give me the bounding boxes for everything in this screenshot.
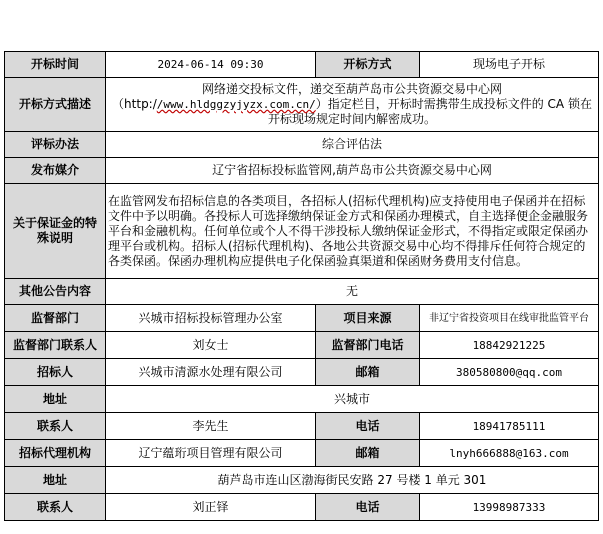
- contact1-label: 联系人: [5, 413, 106, 440]
- open-desc-text-a: 网络递交投标文件，递交至葫芦岛市公共资源交易中心网（http:/: [112, 82, 502, 111]
- agency-email-value: lnyh666888@163.com: [420, 440, 599, 467]
- open-method-label: 开标方式: [316, 52, 420, 78]
- row-eval: [5, 132, 599, 158]
- tenderer-email-value: 380580800@qq.com: [420, 359, 599, 386]
- row-guarantee: [5, 184, 599, 279]
- other-value: 无: [106, 279, 599, 305]
- tenderer-label: 招标人: [5, 359, 106, 386]
- open-desc-label: 开标方式描述: [5, 78, 106, 132]
- row-open-desc: [5, 78, 599, 132]
- guarantee-label: 关于保证金的特殊说明: [5, 184, 106, 279]
- website-link[interactable]: /www.hldggzyjyzx.com.cn/: [156, 98, 316, 111]
- phone2-label: 电话: [316, 494, 420, 521]
- tenderer-email-label: 邮箱: [316, 359, 420, 386]
- phone1-value: 18941785111: [420, 413, 599, 440]
- contact2-label: 联系人: [5, 494, 106, 521]
- address2-value: 葫芦岛市连山区渤海街民安路 27 号楼 1 单元 301: [106, 467, 599, 494]
- agency-value: 辽宁蕴珩项目管理有限公司: [106, 440, 316, 467]
- sup-phone-value: 18842921225: [420, 332, 599, 359]
- row-address2: [5, 467, 599, 494]
- project-source-value: 非辽宁省投资项目在线审批监管平台: [420, 305, 599, 332]
- row-contact1: [5, 413, 599, 440]
- project-source-label: 项目来源: [316, 305, 420, 332]
- open-desc-value: [106, 78, 599, 132]
- open-desc-text-b: ）指定栏目，开标时需携带生成投标文件的 CA 锁在开标现场规定时间内解密成功。: [267, 97, 592, 126]
- row-tenderer: [5, 359, 599, 386]
- row-open-time: [5, 52, 599, 78]
- open-method-value: 现场电子开标: [420, 52, 599, 78]
- address1-label: 地址: [5, 386, 106, 413]
- media-label: 发布媒介: [5, 158, 106, 184]
- tender-info-table: [4, 51, 599, 521]
- contact1-value: 李先生: [106, 413, 316, 440]
- sup-contact-value: 刘女士: [106, 332, 316, 359]
- eval-label: 评标办法: [5, 132, 106, 158]
- row-supervisor: [5, 305, 599, 332]
- row-other: [5, 279, 599, 305]
- agency-label: 招标代理机构: [5, 440, 106, 467]
- phone1-label: 电话: [316, 413, 420, 440]
- media-value: 辽宁省招标投标监管网,葫芦岛市公共资源交易中心网: [106, 158, 599, 184]
- row-media: [5, 158, 599, 184]
- row-sup-contact: [5, 332, 599, 359]
- row-address1: [5, 386, 599, 413]
- open-time-value: 2024-06-14 09:30: [106, 52, 316, 78]
- phone2-value: 13998987333: [420, 494, 599, 521]
- agency-email-label: 邮箱: [316, 440, 420, 467]
- address1-value: 兴城市: [106, 386, 599, 413]
- address2-label: 地址: [5, 467, 106, 494]
- contact2-value: 刘正铎: [106, 494, 316, 521]
- sup-phone-label: 监督部门电话: [316, 332, 420, 359]
- supervisor-value: 兴城市招标投标管理办公室: [106, 305, 316, 332]
- other-label: 其他公告内容: [5, 279, 106, 305]
- sup-contact-label: 监督部门联系人: [5, 332, 106, 359]
- open-time-label: 开标时间: [5, 52, 106, 78]
- row-agency: [5, 440, 599, 467]
- eval-value: 综合评估法: [106, 132, 599, 158]
- supervisor-label: 监督部门: [5, 305, 106, 332]
- guarantee-text: 在监管网发布招标信息的各类项目，各招标人(招标代理机构)应支持使用电子保函并在招标文件中予以明确。各投标人可选择缴纳保证金方式和保函办理模式，自主选择便企金融服务平台和金融机构。任何单位或个人不得干涉投标人缴纳保证金形式，不得指定或限定保函办理平台或机构。招标人(招标代理机构)、各地公共资源交易中心均不得排斥任何符合规定的各类保函。保函办理机构应提供电子化保函验真渠道和保函财务费用支付信息。: [106, 184, 599, 279]
- tenderer-value: 兴城市清源水处理有限公司: [106, 359, 316, 386]
- row-contact2: [5, 494, 599, 521]
